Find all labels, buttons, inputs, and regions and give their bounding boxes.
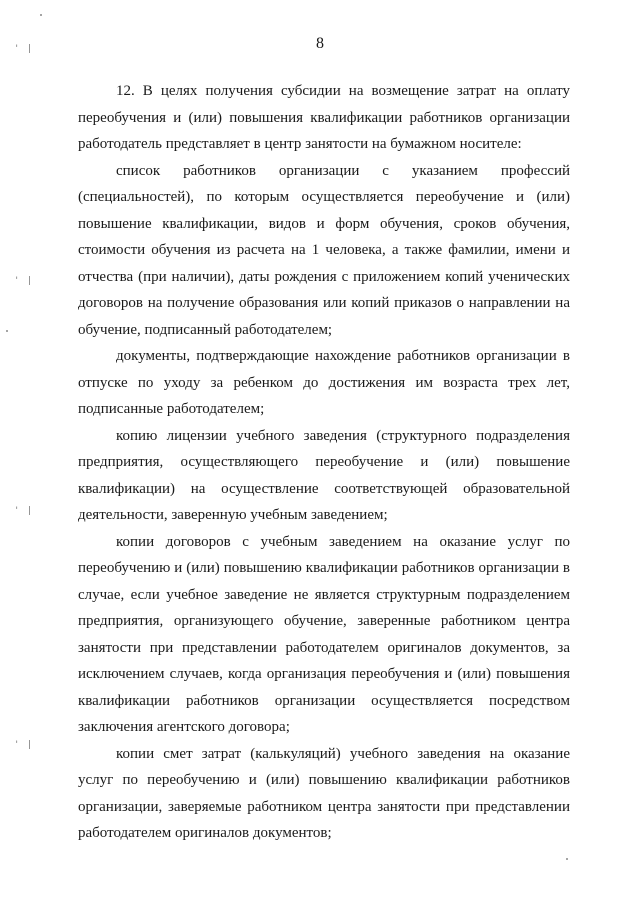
- paragraph-cost-estimates: копии смет затрат (калькуляций) учебного заведения на оказание услуг по переобучению и (или) повышению квалификации работников организации, заверяемые работником центра занятости при представлении работодателем оригиналов документов;: [78, 745, 570, 841]
- scan-speck: [6, 330, 8, 332]
- binding-hole-mark: ' |: [14, 276, 34, 286]
- binding-hole-mark: ' |: [14, 740, 34, 750]
- scan-speck: [566, 858, 568, 860]
- scan-speck: [40, 14, 42, 16]
- binding-hole-mark: ' |: [14, 506, 34, 516]
- paragraph-employee-list: список работников организации с указанием профессий (специальностей), по которым осуществляется переобучение и (или) повышение квалификации, видов и форм обучения, сроков обучения, стоимости обучения из расчета на 1 человека, а также фамилии, имени и отчества (при наличии), даты рождения с приложением копий ученических договоров на получение образования или копий приказов о направлении на обучение, подписанный работодателем;: [78, 162, 570, 338]
- paragraph-contract-copies: копии договоров с учебным заведением на оказание услуг по переобучению и (или) повышению квалификации работников организации в случае, если учебное заведение не является структурным подразделением предприятия, организующего обучение, заверенные работником центра занятости при представлении работодателем оригиналов документов, за исключением случаев, когда организация переобучения и (или) повышения квалификации работников организации осуществляется посредством заключения агентского договора;: [78, 533, 570, 735]
- paragraph-license-copy: копию лицензии учебного заведения (структурного подразделения предприятия, осуществляющего переобучение и (или) повышение квалификации) на осуществление соответствующей образовательной деятельности, заверенную учебным заведением;: [78, 427, 570, 523]
- binding-hole-mark: ' |: [14, 44, 34, 54]
- page-number: 8: [316, 35, 324, 52]
- paragraph-clause-12: 12. В целях получения субсидии на возмещение затрат на оплату переобучения и (или) повышения квалификации работников организации работодатель представляет в центр занятости на бумажном носителе:: [78, 83, 570, 152]
- paragraph-parental-leave-documents: документы, подтверждающие нахождение работников организации в отпуске по уходу за ребенком до достижения им возраста трех лет, подписанные работодателем;: [78, 348, 570, 417]
- document-body: [78, 78, 570, 847]
